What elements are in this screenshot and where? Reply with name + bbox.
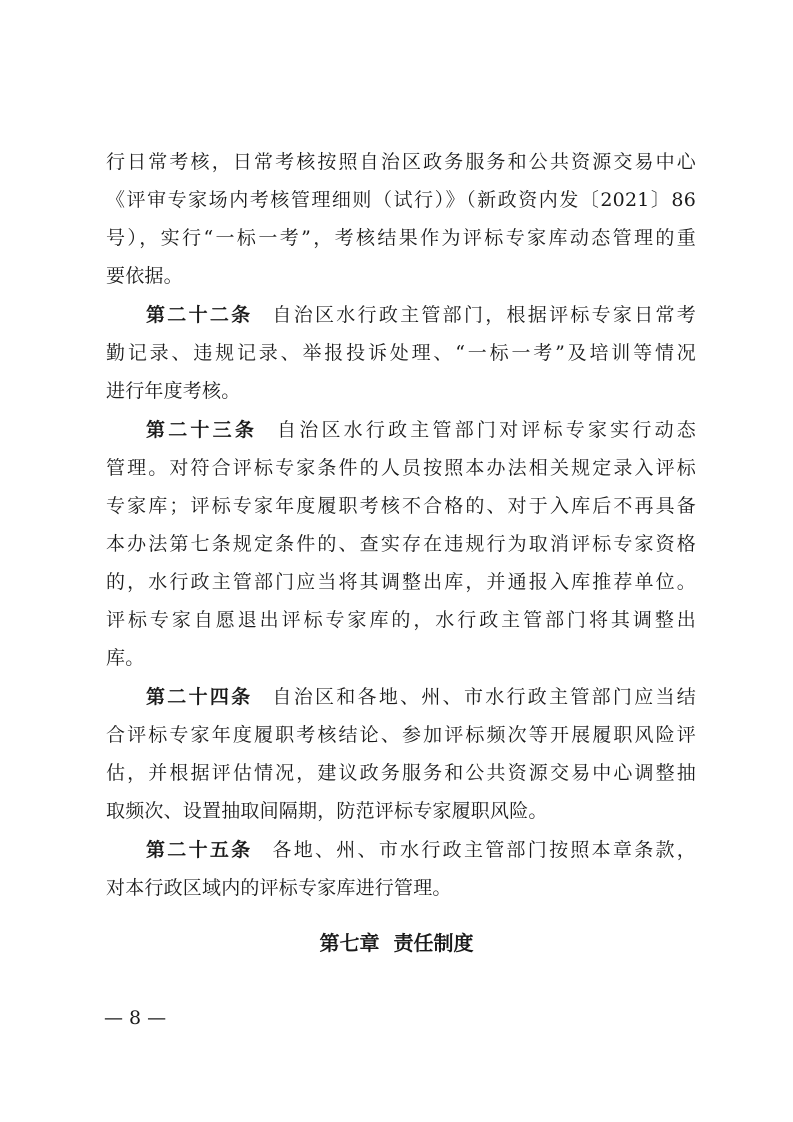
paragraph-line: 要依据。 xyxy=(106,265,183,287)
article-number: 第二十二条 xyxy=(146,304,253,326)
article-first-line xyxy=(146,416,696,444)
paragraph-line: 勤记录、违规记录、举报投诉处理、“一标一考”及培训等情况 xyxy=(106,342,696,364)
article-text: 自治区水行政主管部门，根据评标专家日常考 xyxy=(272,304,696,326)
paragraph-line: 的，水行政主管部门应当将其调整出库，并通报入库推荐单位。 xyxy=(106,571,696,593)
paragraph-line: 取频次、设置抽取间隔期，防范评标专家履职风险。 xyxy=(106,800,548,822)
paragraph-line: 对本行政区域内的评标专家库进行管理。 xyxy=(106,877,452,899)
paragraph-line: 号），实行“一标一考”，考核结果作为评标专家库动态管理的重 xyxy=(106,227,696,249)
article-text: 各地、州、市水行政主管部门按照本章条款， xyxy=(272,839,696,861)
paragraph-line: 进行年度考核。 xyxy=(106,380,241,402)
paragraph-line: 库。 xyxy=(106,647,145,669)
paragraph-line: 合评标专家年度履职考核结论、参加评标频次等开展履职风险评 xyxy=(106,724,696,746)
article-number: 第二十五条 xyxy=(146,839,253,861)
article-first-line xyxy=(146,836,696,864)
paragraph-line: 《评审专家场内考核管理细则（试行）》（新政资内发〔2021〕86 xyxy=(106,189,696,211)
article-text: 自治区和各地、州、市水行政主管部门应当结 xyxy=(272,686,696,708)
chapter-title: 第七章 责任制度 xyxy=(319,931,474,955)
paragraph-line: 行日常考核，日常考核按照自治区政务服务和公共资源交易中心 xyxy=(106,151,696,173)
article-text: 自治区水行政主管部门对评标专家实行动态 xyxy=(277,419,696,441)
article-number: 第二十四条 xyxy=(146,686,253,708)
article-first-line xyxy=(146,301,696,329)
page-number: — 8 — xyxy=(104,1007,167,1029)
paragraph-line: 评标专家自愿退出评标专家库的，水行政主管部门将其调整出 xyxy=(106,609,696,631)
paragraph-line: 专家库；评标专家年度履职考核不合格的、对于入库后不再具备 xyxy=(106,495,696,517)
paragraph-line: 管理。对符合评标专家条件的人员按照本办法相关规定录入评标 xyxy=(106,457,696,479)
paragraph-line: 估，并根据评估情况，建议政务服务和公共资源交易中心调整抽 xyxy=(106,762,696,784)
article-number: 第二十三条 xyxy=(146,419,258,441)
paragraph-line: 本办法第七条规定条件的、查实存在违规行为取消评标专家资格 xyxy=(106,533,696,555)
article-first-line xyxy=(146,683,696,711)
